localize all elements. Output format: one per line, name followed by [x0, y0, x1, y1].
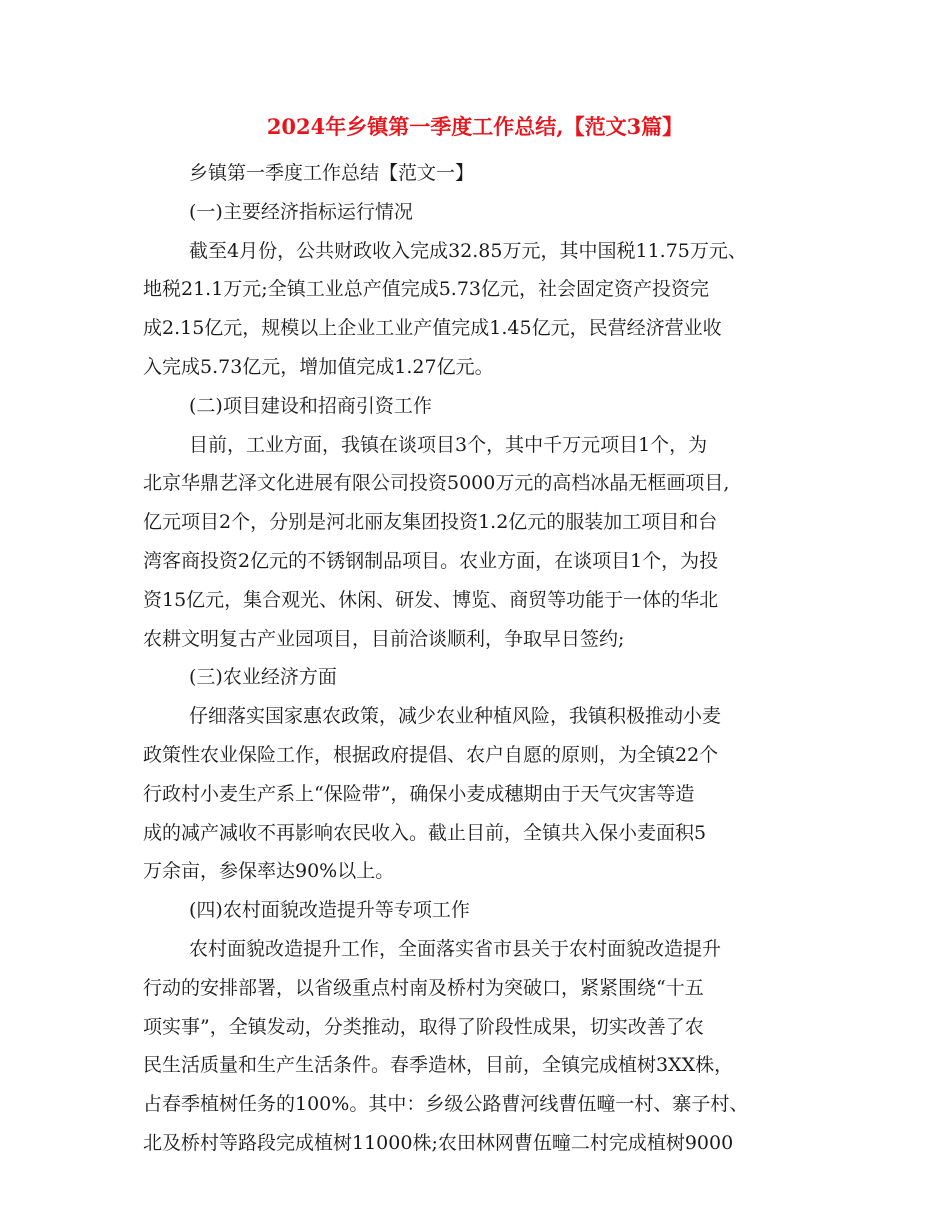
paragraph-line: 目前，工业方面，我镇在谈项目3个，其中千万元项目1个，为 — [189, 434, 708, 456]
paragraph-line: 行政村小麦生产系上“保险带”，确保小麦成穗期由于天气灾害等造 — [143, 783, 695, 805]
paragraph-line: 农耕文明复古产业园项目，目前洽谈顺利，争取早日签约; — [143, 628, 625, 650]
paragraph-line: 政策性农业保险工作，根据政府提倡、农户自愿的原则，为全镇22个 — [143, 744, 719, 766]
paragraph-line: 地税21.1万元;全镇工业总产值完成5.73亿元，社会固定资产投资完 — [143, 278, 710, 300]
paragraph-line: 资15亿元，集合观光、休闲、研发、博览、商贸等功能于一体的华北 — [143, 589, 719, 611]
paragraph-line: 行动的安排部署，以省级重点村南及桥村为突破口，紧紧围绕“十五 — [143, 977, 704, 999]
paragraph-line: 项实事”，全镇发动，分类推动，取得了阶段性成果，切实改善了农 — [143, 1016, 704, 1038]
paragraph-line: 入完成5.73亿元，增加值完成1.27亿元。 — [143, 356, 494, 378]
document-title: 2024年乡镇第一季度工作总结,【范文3篇】 — [266, 114, 684, 139]
paragraph-line: 民生活质量和生产生活条件。春季造林，目前，全镇完成植树3XX株， — [143, 1054, 734, 1076]
section-heading: 乡镇第一季度工作总结【范文一】 — [189, 162, 475, 184]
paragraph-line: 农村面貌改造提升工作，全面落实省市县关于农村面貌改造提升 — [189, 938, 722, 960]
paragraph-line: 仔细落实国家惠农政策，减少农业种植风险，我镇积极推动小麦 — [189, 705, 722, 727]
subsection-heading: (一)主要经济指标运行情况 — [189, 201, 413, 223]
subsection-heading: (四)农村面貌改造提升等专项工作 — [189, 899, 470, 921]
subsection-heading: (三)农业经济方面 — [189, 666, 337, 688]
paragraph-line: 湾客商投资2亿元的不锈钢制品项目。农业方面，在谈项目1个，为投 — [143, 550, 719, 572]
paragraph-line: 成的减产减收不再影响农民收入。截止目前，全镇共入保小麦面积5 — [143, 822, 707, 844]
paragraph-line: 万余亩，参保率达90%以上。 — [143, 860, 395, 882]
paragraph-line: 成2.15亿元，规模以上企业工业产值完成1.45亿元，民营经济营业收 — [143, 317, 722, 339]
subsection-heading: (二)项目建设和招商引资工作 — [189, 395, 432, 417]
paragraph-line: 北京华鼎艺泽文化进展有限公司投资5000万元的高档冰晶无框画项目, — [143, 472, 730, 494]
paragraph-line: 北及桥村等路段完成植树11000株;农田林网曹伍疃二村完成植树9000 — [143, 1132, 734, 1154]
paragraph-line: 亿元项目2个，分别是河北丽友集团投资1.2亿元的服装加工项目和台 — [143, 511, 718, 533]
paragraph-line: 占春季植树任务的100%。其中：乡级公路曹河线曹伍疃一村、寨子村、 — [143, 1093, 749, 1115]
paragraph-line: 截至4月份，公共财政收入完成32.85万元，其中国税11.75万元、 — [189, 240, 747, 262]
